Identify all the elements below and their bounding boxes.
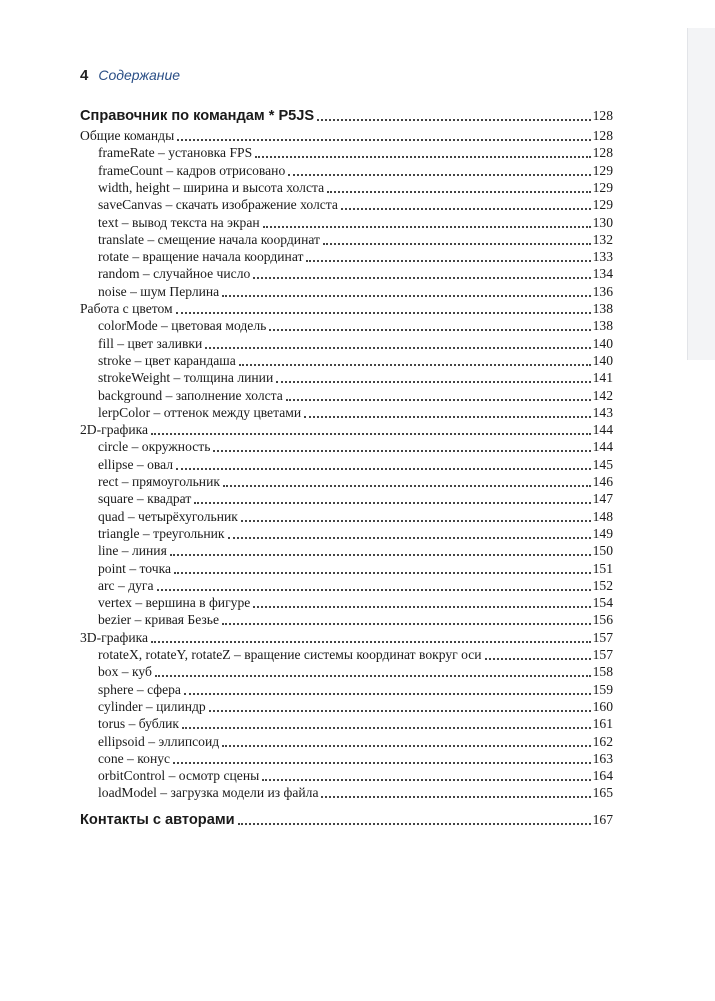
toc-entry (98, 783, 613, 801)
toc-entry (98, 524, 613, 542)
toc-entry-page: 128 (592, 128, 613, 143)
toc-entry-page: 152 (592, 577, 613, 593)
toc-entry-title: bezier – кривая Безье (98, 612, 220, 628)
toc-entry (98, 368, 613, 386)
toc-entry-title: width, height – ширина и высота холста (98, 179, 325, 195)
dot-leader (184, 693, 591, 695)
dot-leader (176, 312, 591, 314)
toc-entry-title: torus – бублик (98, 716, 180, 732)
toc-entry-title: rotate – вращение начала координат (98, 249, 304, 265)
running-header (80, 67, 180, 87)
toc-entry (98, 749, 613, 767)
toc-entry-page: 140 (592, 352, 613, 368)
toc-entry-page: 129 (592, 162, 613, 178)
toc-entry-title: circle – окружность (98, 439, 211, 455)
toc-entry-title: fill – цвет заливки (98, 335, 203, 351)
toc-entry-title: line – линия (98, 543, 167, 559)
toc-entry-page: 138 (592, 301, 613, 316)
toc-entry-title: translate – смещение начала координат (98, 231, 320, 247)
toc-entry-title: 2D-графика (80, 422, 149, 438)
toc-entry-title: square – квадрат (98, 491, 192, 507)
toc-entry-title: box – куб (98, 664, 152, 680)
toc-entry-page: 149 (592, 525, 613, 541)
toc-entry (98, 559, 613, 577)
dot-leader (485, 658, 591, 660)
dot-leader (209, 710, 591, 712)
toc-entry-title: ellipse – овал (98, 456, 174, 472)
toc-entry-page: 151 (592, 560, 613, 576)
dot-leader (239, 364, 591, 366)
toc-entry-page: 133 (592, 249, 613, 265)
dot-leader (262, 779, 590, 781)
toc-entry (98, 766, 613, 784)
dot-leader (177, 139, 590, 141)
toc-entry-page: 160 (592, 698, 613, 714)
toc-entry-title: cylinder – цилиндр (98, 698, 206, 714)
toc-entry-title: Общие команды (80, 128, 175, 143)
toc-entry-title: frameCount – кадров отрисовано (98, 162, 286, 178)
dot-leader (321, 796, 590, 798)
toc-entry-page: 167 (592, 812, 613, 828)
toc-entry-title: 3D-графика (80, 629, 149, 645)
toc-entry-page: 128 (592, 145, 613, 161)
toc-entry-page: 143 (592, 404, 613, 420)
toc-entry-title: random – случайное число (98, 266, 251, 282)
toc-entry (98, 455, 613, 473)
dot-leader (241, 520, 591, 522)
toc-entry (98, 213, 613, 231)
toc-entry-page: 141 (592, 370, 613, 386)
dot-leader (327, 191, 590, 193)
dot-leader (253, 277, 590, 279)
toc-chapter (80, 808, 613, 828)
toc-entry-page: 157 (592, 629, 613, 645)
toc-entry (98, 645, 613, 663)
toc-entry-page: 146 (592, 474, 613, 489)
toc-entry-page: 158 (592, 664, 613, 680)
toc-entry-page: 128 (592, 108, 613, 123)
page-number: 4 (80, 67, 89, 84)
toc-entry-page: 130 (592, 214, 613, 230)
toc-entry-page: 144 (592, 422, 613, 438)
dot-leader (304, 416, 591, 418)
toc-entry (98, 334, 613, 352)
toc-entry-page: 162 (592, 733, 613, 749)
toc-entry-title: cone – конус (98, 750, 171, 766)
toc-entry-title: saveCanvas – скачать изображение холста (98, 197, 338, 213)
toc-entry (98, 472, 613, 490)
toc-entry-title: noise – шум Перлина (98, 283, 220, 299)
toc-entry (98, 386, 613, 404)
toc-entry-title: point – точка (98, 560, 172, 576)
dot-leader (263, 226, 591, 228)
dot-leader (269, 329, 590, 331)
toc-entry-title: background – заполнение холста (98, 387, 283, 403)
toc-entry (98, 437, 613, 455)
toc-entry-title: vertex – вершина в фигуре (98, 595, 251, 611)
toc-entry-page: 134 (592, 266, 613, 282)
dot-leader (222, 623, 591, 625)
toc-entry (98, 489, 613, 507)
toc-entry (98, 264, 613, 282)
toc-entry (98, 351, 613, 369)
toc-entry-page: 157 (592, 647, 613, 662)
dot-leader (286, 399, 591, 401)
toc-section (80, 420, 613, 438)
toc-entry-title: stroke – цвет карандаша (98, 352, 236, 368)
section-title: Содержание (98, 67, 181, 83)
toc-entry-page: 142 (592, 387, 613, 403)
toc-entry-title: Контакты с авторами (80, 812, 235, 829)
toc-entry-page: 147 (592, 491, 613, 507)
toc-entry (98, 610, 613, 628)
dot-leader (238, 823, 591, 825)
toc-entry-title: arc – дуга (98, 577, 154, 593)
toc-entry-page: 136 (592, 283, 613, 299)
dot-leader (306, 260, 590, 262)
dot-leader (213, 450, 590, 452)
toc-entry-title: Работа с цветом (80, 301, 173, 316)
toc-entry (98, 507, 613, 525)
toc-entry-page: 140 (592, 335, 613, 351)
dot-leader (151, 641, 591, 643)
toc-entry-title: text – вывод текста на экран (98, 214, 260, 230)
toc-entry (98, 403, 613, 421)
toc-entry-page: 150 (592, 543, 613, 559)
dot-leader (155, 675, 591, 677)
dot-leader (276, 381, 590, 383)
toc-entry-title: rotateX, rotateY, rotateZ – вращение системы координат вокруг оси (98, 647, 482, 662)
toc-entry-page: 132 (592, 231, 613, 247)
toc-entry-page: 129 (592, 179, 613, 195)
dot-leader (341, 208, 591, 210)
toc-entry-title: strokeWeight – толщина линии (98, 370, 274, 386)
dot-leader (253, 606, 590, 608)
toc-section (80, 628, 613, 646)
toc-entry-page: 161 (592, 716, 613, 732)
toc-entry-title: loadModel – загрузка модели из файла (98, 785, 319, 801)
toc-entry-title: colorMode – цветовая модель (98, 318, 267, 334)
dot-leader (255, 156, 590, 158)
toc-entry-title: Справочник по командам * P5JS (80, 108, 315, 124)
toc-entry (98, 680, 613, 698)
toc-entry-title: ellipsoid – эллипсоид (98, 733, 220, 749)
toc-entry-page: 156 (592, 612, 613, 628)
dot-leader (194, 502, 590, 504)
dot-leader (228, 537, 591, 539)
dot-leader (176, 468, 591, 470)
dot-leader (222, 295, 590, 297)
dot-leader (222, 745, 590, 747)
toc-entry (98, 178, 613, 196)
toc-entry-page: 163 (592, 750, 613, 766)
dot-leader (205, 347, 590, 349)
dot-leader (170, 554, 591, 556)
toc-entry-title: orbitControl – осмотр сцены (98, 768, 260, 784)
toc-entry (98, 316, 613, 334)
dot-leader (182, 727, 591, 729)
toc-entry-title: rect – прямоугольник (98, 474, 220, 489)
toc-entry-page: 159 (592, 681, 613, 697)
toc-entry (98, 247, 613, 265)
dot-leader (174, 572, 591, 574)
toc-entry (98, 282, 613, 300)
toc-entry (98, 161, 613, 179)
toc-entry (98, 230, 613, 248)
toc-section (80, 299, 613, 317)
toc-entry-title: quad – четырёхугольник (98, 508, 238, 524)
toc-entry (98, 541, 613, 559)
toc-chapter (80, 104, 613, 124)
toc-entry (98, 576, 613, 594)
toc-entry (98, 195, 613, 213)
toc-entry-title: frameRate – установка FPS (98, 145, 253, 161)
toc-entry-page: 148 (592, 508, 613, 524)
toc-entry (98, 143, 613, 161)
toc-entry-page: 154 (592, 595, 613, 611)
toc-entry (98, 732, 613, 750)
toc-entry (98, 714, 613, 732)
toc-entry-title: triangle – треугольник (98, 525, 225, 541)
toc-entry (98, 593, 613, 611)
dot-leader (157, 589, 591, 591)
toc-entry-page: 145 (592, 456, 613, 472)
toc-entry-page: 164 (592, 768, 613, 784)
dot-leader (323, 243, 591, 245)
toc-section (80, 126, 613, 144)
toc-entry (98, 697, 613, 715)
dot-leader (288, 174, 590, 176)
dot-leader (173, 762, 591, 764)
toc-entry-title: lerpColor – оттенок между цветами (98, 404, 302, 420)
toc-entry-title: sphere – сфера (98, 681, 181, 697)
dot-leader (151, 433, 591, 435)
toc-entry-page: 144 (592, 439, 613, 455)
dot-leader (223, 485, 591, 487)
toc-entry (98, 662, 613, 680)
toc-entry-page: 129 (592, 197, 613, 213)
toc-entry-page: 165 (592, 785, 613, 801)
page-edge-tab (687, 28, 715, 360)
toc-entry-page: 138 (592, 318, 613, 334)
dot-leader (317, 119, 590, 121)
